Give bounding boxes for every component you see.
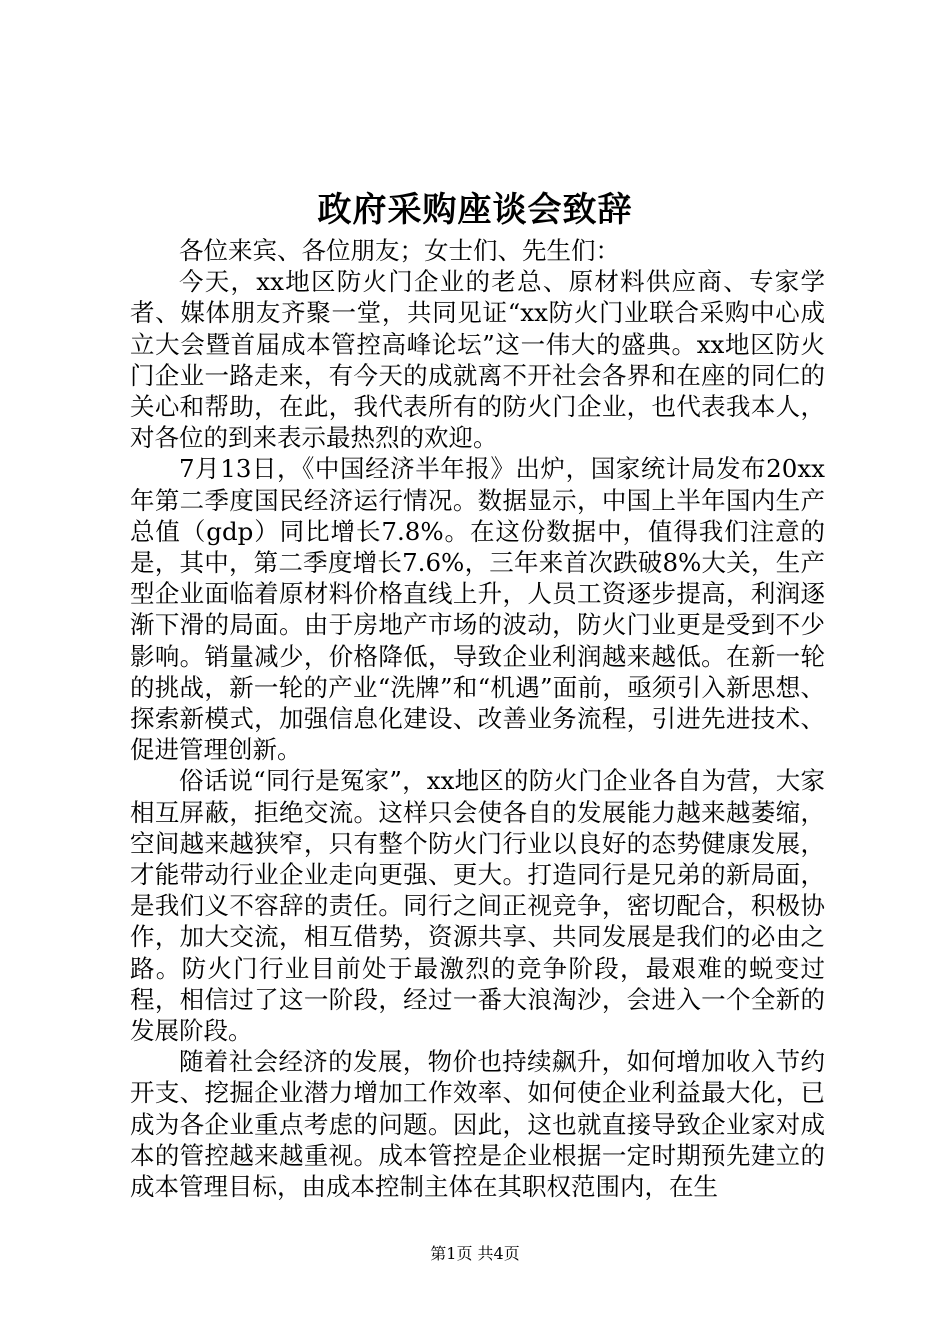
paragraph-salutation: 各位来宾、各位朋友；女士们、先生们：	[179, 236, 620, 265]
page-footer: 第1页 共4页	[430, 1244, 520, 1263]
document-body	[130, 235, 825, 1202]
paragraph-economy: 7月13日，《中国经济半年报》出炉，国家统计局发布20xx年第二季度国民经济运行情况。数据显示，中国上半年国内生产总值（gdp）同比增长7.8%。在这份数据中，值得我们注意的是，其中，第二季度增长7.6%，三年来首次跌破8%大关，生产型企业面临着原材料价格直线上升，人员工资逐步提高，利润逐渐下滑的局面。由于房地产市场的波动，防火门业更是受到不少影响。销量减少，价格降低，导致企业利润越来越低。在新一轮的挑战，新一轮的产业“洗牌”和“机遇”面前，亟须引入新思想、探索新模式，加强信息化建设、改善业务流程，引进先进技术、促进管理创新。	[130, 454, 825, 765]
paragraph-welcome: 今天，xx地区防火门企业的老总、原材料供应商、专家学者、媒体朋友齐聚一堂，共同见证“xx防火门业联合采购中心成立大会暨首届成本管控高峰论坛”这一伟大的盛典。xx地区防火门企业一路走来，有今天的成就离不开社会各界和在座的同仁的关心和帮助，在此，我代表所有的防火门企业，也代表我本人，对各位的到来表示最热烈的欢迎。	[130, 267, 825, 453]
document-title: 政府采购座谈会致辞	[317, 190, 633, 230]
paragraph-cooperation: 俗话说“同行是冤家”，xx地区的防火门企业各自为营，大家相互屏蔽，拒绝交流。这样只会使各自的发展能力越来越萎缩，空间越来越狭窄，只有整个防火门行业以良好的态势健康发展，才能带动行业企业走向更强、更大。打造同行是兄弟的新局面，是我们义不容辞的责任。同行之间正视竞争，密切配合，积极协作，加大交流，相互借势，资源共享、共同发展是我们的必由之路。防火门行业目前处于最激烈的竞争阶段，最艰难的蜕变过程，相信过了这一阶段，经过一番大浪淘沙，会进入一个全新的发展阶段。	[130, 766, 825, 1046]
paragraph-cost-control: 随着社会经济的发展，物价也持续飙升，如何增加收入节约开支、挖掘企业潜力增加工作效率、如何使企业利益最大化，已成为各企业重点考虑的问题。因此，这也就直接导致企业家对成本的管控越来越重视。成本管控是企业根据一定时期预先建立的成本管理目标，由成本控制主体在其职权范围内，在生	[130, 1047, 825, 1202]
